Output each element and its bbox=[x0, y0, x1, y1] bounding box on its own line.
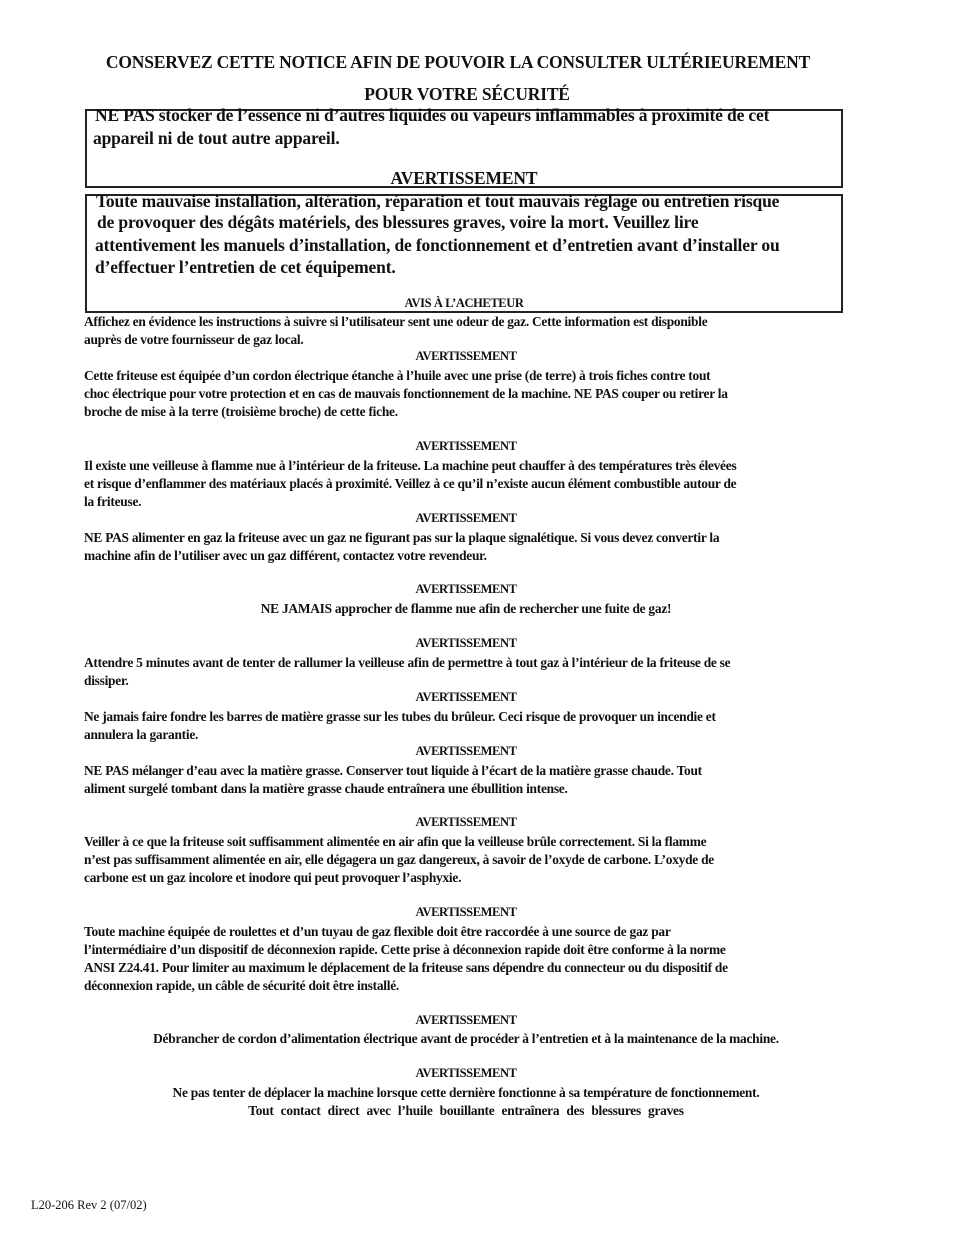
box2-heading: AVIS À L’ACHETEUR bbox=[404, 296, 524, 310]
notice-wait bbox=[84, 654, 874, 690]
notice-moving bbox=[0, 1084, 932, 1120]
notice-line: aliment surgelé tombant dans la matière grasse chaude entraînera une ébullition intense. bbox=[84, 781, 568, 796]
notice-line: Débrancher de cordon d’alimentation électrique avant de procéder à l’entretien et à la maintenance de la machine. bbox=[153, 1031, 779, 1046]
box1-line-2: appareil ni de tout autre appareil. bbox=[93, 128, 340, 148]
notice-line: n’est pas suffisamment alimentée en air, elle dégagera un gaz dangereux, à savoir de l’oxyde de carbone. L’oxyde de bbox=[84, 852, 714, 867]
notice-line: Il existe une veilleuse à flamme nue à l’intérieur de la friteuse. La machine peut chauffer à des températures très élevées bbox=[84, 458, 737, 473]
warning-heading: AVERTISSEMENT bbox=[415, 582, 517, 596]
notice-pilot-flame bbox=[84, 457, 874, 511]
notice-electrical-cord bbox=[84, 367, 874, 421]
notice-line: dissiper. bbox=[84, 673, 129, 688]
warning-heading: AVERTISSEMENT bbox=[415, 815, 517, 829]
notice-line: carbone est un gaz incolore et inodore qui peut provoquer l’asphyxie. bbox=[84, 870, 462, 885]
notice-line: Veiller à ce que la friteuse soit suffisamment alimentée en air afin que la veilleuse brûle correctement. Si la flamme bbox=[84, 834, 707, 849]
notice-casters bbox=[84, 923, 874, 995]
box1-heading: AVERTISSEMENT bbox=[390, 168, 538, 188]
notice-open-flame bbox=[0, 600, 932, 618]
notice-unplug bbox=[0, 1030, 932, 1048]
notice-line: Toute machine équipée de roulettes et d’un tuyau de gaz flexible doit être raccordée à une source de gaz par bbox=[84, 924, 671, 939]
notice-line: Attendre 5 minutes avant de tenter de rallumer la veilleuse afin de permettre à tout gaz à l’intérieur de la friteuse de se bbox=[84, 655, 731, 670]
notice-line: Ne jamais faire fondre les barres de matière grasse sur les tubes du brûleur. Ceci risque de provoquer un incendie et bbox=[84, 709, 716, 724]
warning-heading: AVERTISSEMENT bbox=[415, 349, 517, 363]
notice-gas-odor bbox=[84, 313, 874, 349]
notice-line: Affichez en évidence les instructions à suivre si l’utilisateur sent une odeur de gaz. Cette information est disponible bbox=[84, 314, 708, 329]
notice-line: la friteuse. bbox=[84, 494, 142, 509]
warning-heading: AVERTISSEMENT bbox=[415, 1013, 517, 1027]
box1-line-1: NE PAS stocker de l’essence ni d’autres liquides ou vapeurs inflammables à proximité de cet bbox=[95, 105, 770, 125]
notice-line: Ne pas tenter de déplacer la machine lorsque cette dernière fonctionne à sa température de fonctionnement. bbox=[172, 1085, 760, 1100]
box2-line-1: Toute mauvaise installation, altération, réparation et tout mauvais réglage ou entretien risque bbox=[96, 191, 780, 211]
notice-line: Tout contact direct avec l’huile bouillante entraînera des blessures graves bbox=[248, 1103, 684, 1118]
notice-line: machine afin de l’utiliser avec un gaz différent, contactez votre revendeur. bbox=[84, 548, 487, 563]
notice-line: NE PAS mélanger d’eau avec la matière grasse. Conserver tout liquide à l’écart de la matière grasse chaude. Tout bbox=[84, 763, 702, 778]
notice-line: annulera la garantie. bbox=[84, 727, 199, 742]
warning-heading: AVERTISSEMENT bbox=[415, 439, 517, 453]
notice-line: l’intermédiaire d’un dispositif de déconnexion rapide. Cette prise à déconnexion rapide doit être conforme à la norme bbox=[84, 942, 726, 957]
warning-heading: AVERTISSEMENT bbox=[415, 744, 517, 758]
warning-heading: AVERTISSEMENT bbox=[415, 905, 517, 919]
notice-gas-type bbox=[84, 529, 874, 565]
box2-line-3: attentivement les manuels d’installation, de fonctionnement et d’entretien avant d’installer ou bbox=[95, 235, 780, 255]
document-code: L20-206 Rev 2 (07/02) bbox=[31, 1198, 147, 1212]
notice-line: NE JAMAIS approcher de flamme nue afin de rechercher une fuite de gaz! bbox=[260, 601, 672, 616]
warning-heading: AVERTISSEMENT bbox=[415, 1066, 517, 1080]
notice-line: déconnexion rapide, un câble de sécurité doit être installé. bbox=[84, 978, 400, 993]
notice-line: broche de mise à la terre (troisième broche) de cette fiche. bbox=[84, 404, 398, 419]
page-subtitle: POUR VOTRE SÉCURITÉ bbox=[364, 84, 570, 104]
warning-heading: AVERTISSEMENT bbox=[415, 511, 517, 525]
notice-fat-bars bbox=[84, 708, 874, 744]
notice-line: auprès de votre fournisseur de gaz local. bbox=[84, 332, 304, 347]
notice-line: et risque d’enflammer des matériaux placés à proximité. Veillez à ce qu’il n’existe aucun élément combustible autour de bbox=[84, 476, 737, 491]
notice-line: Cette friteuse est équipée d’un cordon électrique étanche à l’huile avec une prise (de terre) à trois fiches contre tout bbox=[84, 368, 711, 383]
notice-line: choc électrique pour votre protection et en cas de mauvais fonctionnement de la machine. NE PAS couper ou retirer la bbox=[84, 386, 728, 401]
box2-line-2: de provoquer des dégâts matériels, des blessures graves, voire la mort. Veuillez lire bbox=[97, 212, 699, 232]
box2-line-4: d’effectuer l’entretien de cet équipement. bbox=[95, 257, 396, 277]
notice-line: ANSI Z24.41. Pour limiter au maximum le déplacement de la friteuse sans dépendre du connecteur ou du dispositif de bbox=[84, 960, 728, 975]
notice-line: NE PAS alimenter en gaz la friteuse avec un gaz ne figurant pas sur la plaque signalétique. Si vous devez convertir la bbox=[84, 530, 720, 545]
warning-heading: AVERTISSEMENT bbox=[415, 690, 517, 704]
notice-water bbox=[84, 762, 874, 798]
page-title: CONSERVEZ CETTE NOTICE AFIN DE POUVOIR LA CONSULTER ULTÉRIEUREMENT bbox=[105, 52, 811, 72]
warning-heading: AVERTISSEMENT bbox=[415, 636, 517, 650]
notice-air-supply bbox=[84, 833, 874, 887]
